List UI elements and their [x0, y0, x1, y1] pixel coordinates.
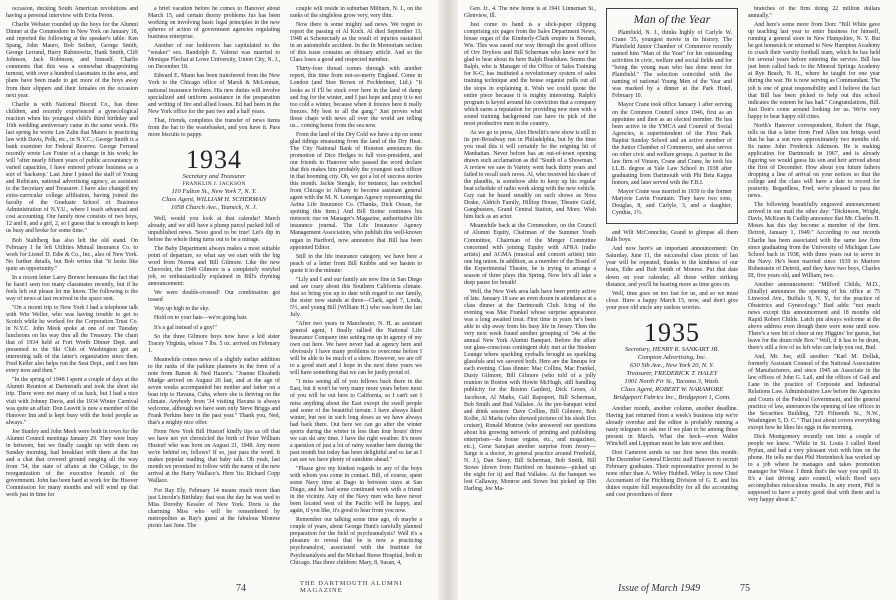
paragraph: occasion, ducking South American revolutions and having a personal interview with Evita Peron. [6, 6, 138, 20]
secretary-address: 110 Fulton St., New York 7, N. Y. [171, 187, 257, 195]
paragraph: From the land of the Dry Cold we have a tip on some glad tidings emanating from the land of the Dry Heat. The City National Bank of Houston announces the promotion of Dice Hedges to full vice-president, and our friends in Hanover who passed the word declare that this makes him probably the youngest such officer in that booming city. Oh, we got a lot of success stories this month. Jackie Stengle, for instance, has switched from Chicago to Albany to become assistant general agent with the M. N. Lonergan Agency representing the Aetna Life Insurance Co. (Thanks, Dick Ocean, for spotting this item.) And Bill Stoine continues his meteoric rise on Manager's Magazine, authoritative life insurance journal. The Life Insurance Agency Management Association, who publish this well-known organ in Hartford, now announce that Bill has been appointed Editor. [290, 131, 422, 251]
box-title: Man of the Year [633, 12, 711, 26]
paragraph: Mayor Crane was married in 1939 to the former Marjorie Lavin Fountain. They have two sons, Douglas, 8, and Carlyle, 3, and a daughter, Cynthia, 1½. [612, 189, 732, 217]
class-year-1935: 1935 [644, 317, 700, 347]
paragraph: "On a recent trip to New York I had a telephone talk with Win Weller, who was having trouble to get to Scotch while he worked for the Corporation Trust Co. in N.Y.C. John Meek spoke at one of our Tuesday luncheons on his way thru all the Treasury. The chain that of 1934 held at Fort Worth Dinner Dept. and presented to the Ski Club of Washington got an interesting talk of the latter's organization since then. Fred Keller also helps run the Seat Dept., and I see him every now and then." [6, 304, 138, 375]
paragraph: "Lily and I and our family are now fine in San Diego and are crazy about this Southern California climate. Just so bring you up to date with regard to our family, the sister now stands at three—Clark, aged 7, Linda, 5½, and young Bill (William H.) who was born the last July. [290, 276, 422, 318]
paragraph: That, friends, completes the transfer of news items from the hat to the wastebasket, and you have it. Pass more biscuits to pappy. [148, 117, 280, 138]
paragraph: a brief vacation before he comes to Hanover about March 15, and certain thorny problems Jus has been working on involving basic legal principles in the new spheres of action of government agencies regulating business enterprise. [148, 6, 280, 41]
class-agent-address: 1058 Church Ave., Teaneck, N. J. [170, 203, 258, 211]
paragraph: Still in the life insurance category, we have here a peach of a letter from Bill Knibbs and we hasten to quote it in the minute: [290, 253, 422, 274]
paragraph: "I miss seeing all of you fellows back there in the East, but it won't be very many more years before most of you will be out here to California, so I can't see I miss anything about the East except the swell people and some of the beautiful terrain. I have always liked winter, but not in such long doses as we have always had back there. Out here we can go after the winter sports during the winter in less than four hours' drive we can ski any time. I have the right weather. It's more a question of just a lot of rainy weather here during the past month but today has been delightful and so far as I can see we have plenty of sunshine ahead." [290, 379, 422, 463]
paragraph: Hold on to your hats—we're going bats [154, 315, 247, 322]
paragraph: Well, would you look at that calendar! March already, and we still have a plump parcel packed full of unpublished news. 'Sooo good to be true! Let's dip in before the whole thing turns out to be a mirage. [148, 215, 280, 243]
class-1934-header [148, 144, 280, 212]
paragraph: Charlie is with National Biscuit Co., has three children, and recently experienced a gynecological reaction when his youngest child's third birthday and 16th wedding anniversary came in the same week. His last spring he wrote Len Zahn that Mauro is practicing law with Davis, Polk, etc., in N.Y.C.; George Smith is a bank examiner for Federal Reserve. George Ferrand recently wrote Lee Foster of a change in his work; he will "after nearly fifteen years of public accountancy in varied capacities, I have entered private business as a sort of 'backstop.' Last June I joined the staff of Young and Rubicam, national advertising agency, as assistant to the Secretary and Treasurer. I have also changed my extra-curricular college affiliation, having joined the faculty of the Graduate School of Business Administration of N.Y.U., where I teach advanced and cost accounting. Our family now consists of two boys, 12 and 8, and a girl, 2, so I guess that is enough to keep us busy and broke for some time." [6, 101, 138, 235]
paragraph: "Please give my kindest regards to any of the boys with whom you come in contact. Bill, of course, spent some Navy time at Dago in between stays at San Diego, and he had some continued work with a friend in the vicinity. Any of the Navy men who have never been located west of the Pacific will be happy, and again, if you like, it's good to hear from you now. [290, 465, 422, 515]
paragraph: Charlie Webster rounded up the boys for the Alumni Dinner at the Commodore in New York on January 18, and reported the following at the speaker's table: Ken Spang, John Mauro, Bob Seibert, George Smith, George Lerrand, Harry Rubinowitz, Hank Smith, Cliff Johnson, Jack Robinson, and himself. Charlie comments that this was a somewhat disappointing turnout, with over a hundred classmates in the area, and plans have been made to get more of the boys away from their slippers and their females on the occasion next year. [6, 22, 138, 99]
paragraph: Gen. Jr., 4. The new home is at 1941 Linneman St., Glenview, Ill. [464, 6, 596, 20]
class-year-1934: 1934 [186, 144, 242, 174]
paragraph: Thirty-four thread comes through with another report, this time from not-so-merry England. Come in London (and Stoe Brown of Fechheimer, Ltd.): "It looks as if I'll be stuck over here in the land of damp and fog for the winter, and I just hope and pray it is not too cold a winter, because when it freezes here it really freezes. My best to all the gang." Just proves what those chaps with news all over the world are telling us... coming home from the sea now. [290, 66, 422, 129]
page-number-right: 75 [740, 583, 750, 594]
paragraph: North's Hanover correspondent, Robert the Huge, tells us that a letter from Fred Allen ton brings word that he has a son now approximately two months old. Its name John Frederick Atkinson. He is making application for Dartmouth in 1967, and is already figuring we would guess his son and heir arrived about the first of December. How about you future fathers dropping a line of arrival on your notices so that the college and the class will have a date to record for posterity. Regardless, Fred, we're pleased to pass the news. [748, 122, 880, 200]
page-right [458, 0, 896, 600]
right-column-1 [464, 6, 596, 574]
right-column-2 [606, 6, 738, 574]
left-column-3 [290, 6, 422, 574]
secretary-address-1935: 630 5th Ave., New York 20, N. Y. [630, 361, 714, 369]
right-column-3 [748, 6, 880, 574]
paragraph: branches of the firm doing 22 million dollars annually." [748, 6, 880, 20]
paragraph: The Baby Department always makes a most suitable point of departure, so what say we start with the big word from Norma and Bill Gilmore. Like the new Chevrolet, the 1949 Gilmore is a completely restyled job, so enthusiastically explained in Bill's rhyming announcement: [148, 246, 280, 288]
paragraph: Another month, another column, another deadline. Having just returned from a week's business trip we're already overdue and the editor is probably running a nasty telegram to ask me if we plan to be among those present in March. What the heck—even Walter Winchell and Lippman must be late now and then. [606, 405, 738, 447]
paragraph: Dick Montgomery recently ran into a couple of people we knew. "While in St. Louis I called Reed Prytan, and had a very pleasant visit with him on the phone. He tells me that Phil Hortenbeck has worked up to a job where he manages and takes promotion manager for Wiese. I think that's the way you spell it). It's a fast driving auto council, which Reed says accomplishes miraculous results. In any event, Phil is supposed to have a pretty good deal with them and is very happy about it." [748, 433, 880, 504]
paragraph: Meanwhile back at the Commodore, on the Council of Alumni Equity, Chairman of the Summer Youth Committee, Chairman of the Merger Committee concerned with joining Equity with AFRA (radio artists) and AGMA (musical and concert artists) into one big union. In addition, as a member of the Board of the Experimental Theatre, he is trying to arrange a season of three plays this Spring. Now let's all take a deep pause for breath! [464, 223, 596, 286]
class-agent-1935: Class Agent, ROBERT W. NARAMORE [620, 385, 724, 393]
paragraph: As we go to press, Alex Hewlitt's new show is still in its pre-Broadway run in Philadelphia, but by the time you read this it will certainly be the reigning hit of Manhattan. Never before has an out-of-town opening drawn such acclamation as did "South of a Showman." A review we saw in Variety went back thirty years and failed to recall such raves. Al, who received his share of the plaudits, is somehow able to keep up his regular beat schedule of radio work along with the new vehicle. Guy can be heard steadily on such shows as Nora Drake, Aldrich Family, Hilltop House, Theatre Guild, Gangbusters, Grand Central Station, and More. Wish him luck as an actor. [464, 129, 596, 221]
paragraph: For Ray Ely, February 14 means much more than just Lincoln's Birthday; that was the day he was wed to Miss Dorothy Kessler of New York. Doris is the charming Miss who will be remembered by metropolites as Ray's guest at the fabulous Monroe picnic last June. The [148, 487, 280, 529]
secretary-name: FRANKLIN J. JACKSON [182, 180, 246, 187]
magazine-name: THE DARTMOUTH ALUMNI MAGAZINE [300, 580, 403, 594]
paragraph: Well, time goes on too fast for us, and so we must close. Have a happy March 15, now, and don't give your poor old uncle any useless worries. [606, 290, 738, 311]
paragraph: Edward E. Mann has been transferred from the New York to the Chicago office of Marsh & McLennan, national insurance brokers. His new duties will involve specialized and uniform assistance in the preparation and writing of fire and allied losses. Ed had been in the New York office for the past two and a half years. [148, 73, 280, 115]
paragraph: So the three Gilmore boys now have a kid sister Tracey Virginia, whose 7 lbs. 5 oz. arrived on February 1. [148, 333, 280, 354]
paragraph: Remember our talking some time ago, oh maybe a couple of years, about George Hunt's carefully planned preparation for the field of psychoanalysis? Well it's a pleasure to reveal that he is now a practicing psychoanalyst, associated with the Institute for Psychoanalysis and the Michael Reese Hospital, both in Chicago. Has three children: Mary, 8, Susan, 4, [290, 517, 422, 566]
secretary-company-1935: Compton Advertising, Inc. [637, 353, 707, 361]
secretary-role: Secretary and Treasurer [182, 172, 246, 180]
paragraph: Don Cameron sends us our first news this month: The December General Electric staff Hanover to recruit February graduates. Their representative proved to be none other than A. Wiley Hubbell. Wiley is now Chief Accountant of the Fitchburg Division of G. E. and his duties require full responsibility for all the accounting and cost procedures of three [606, 450, 738, 499]
class-agent-address-1935: Bridgeport Fabrics Inc., Bridgeport 1, Conn. [613, 393, 731, 401]
class-1935-header [606, 317, 738, 402]
page-left [0, 0, 438, 600]
paragraph: Plainfield, N. J., thinks highly of Carlyle W. Crane '35, youngest movie in its history. The Plainfield Junior Chamber of Commerce recently named him "Man of the Year" for his outstanding activities in civic, welfare and social fields and for "being the young man who has done most for Plainfield." The selection coincided with the naming of national Young Men of the Year and was marked by a dinner at the Park Hotel, February 10. [612, 30, 732, 100]
left-column-2 [148, 6, 280, 574]
paragraph: Another of our holdovers has capitulated to the "weaker" sex. Randolph E. Valensi was married to Monique Flechat at Lowe University, Union City, N. J., on December 18. [148, 43, 280, 71]
class-agent: Class Agent, WILLIAM H. SCHERMAN [161, 195, 267, 203]
paragraph: Way up high in the sky. [154, 306, 210, 313]
treasurer-address-1935: 1001 North Fir St., Tacoma 3, Wash. [624, 377, 720, 385]
page-gutter [438, 0, 458, 600]
paragraph: It's a gal instead of a guy!" [154, 324, 218, 331]
paragraph: And, Mr. Joe, still another: "Karl M. Dollak, formerly Assistant Counsel of the National Association of Manufacturers, and since 1945 an Associate in the law offices of John G. Lail, and the offices of Gail and Lane in the practice of Corporate and Industrial Relations Law. Administrative Law before the Agencies and Courts of the Federal Government, and the general practice of law, announces the opening of law offices in the Securities Building, 729 Fifteenth St., N.W., Washington 5, D. C." That just about covers everything except how he likes his eggs in the morning. [748, 354, 880, 431]
paragraph: In a recent letter Larry Brewer bemoans the fact that he hasn't seen too many classmates recently, but if he feels left out please let me know. The following is the way of news at last received in the space sent. [6, 274, 138, 302]
issue-date: Issue of March 1949 [618, 583, 701, 594]
paragraph: Bob Stahlberg has also left the old stand. On February 1 he left Utilities Mutual Insurance Co. to work for Lionel D. Edie & Co., Inc., also of New York. No further details, but Bob writes that "it looks like quite an opportunity." [6, 237, 138, 272]
paragraph: and Wilt McConnchie, Grand to glimpse all them bulls boys. [606, 230, 738, 244]
treasurer-1935: Treasurer, FREDERICK T. HALEY [626, 369, 718, 377]
paragraph: And here's some more from Don: "Bill White gave up teaching last year to enter business for himself, running a general store in New Hampshire, N. Y. But he got homesick or returned to New Hampton Academy to coach their varsity football team, which he has held for several years before entering the service. Bill has just been called back to the Mineral Springs Academy at Rye Beach, N. H., where he taught for one year during the war. He is now serving as Commandant. The job is one of great responsibility and I believe the fact that Bill has been picked to help out this school indicates the esteem he has had." Congratulations, Bill. Just Don's come around looking for us. We're very happy to hear happy old cities. [748, 22, 880, 120]
man-of-the-year-box [606, 8, 738, 224]
paragraph: From New York Bill Hustorf kindly tips us off that we have not yet chronicled the birth of Peter William Hustorf who was born on August 21, 1948. Any more we're behind on, fellows? If so, just pass the word. It makes popular reading, that baby talk. Oh yeah, last month we promised to follow with the name of the new arrival at the Harry Wallace's. Here 'tis: Richard Copp Wallace. [148, 429, 280, 485]
page-number-left: 74 [236, 583, 246, 594]
paragraph: "After two years in Manchester, N. H. as assistant general agent, I finally rallied the National Life Insurance Company into setting me up in agency of my own out here. We have never had at agency here and obviously I have many problems to overcome before I will be able to be much of a show. However, we are off to a good start and I hope in the next three years we will have something that we can be justly proud of. [290, 321, 422, 377]
left-column-1 [6, 6, 138, 574]
paragraph: Joe Stanley and John Meek were both in town for the Alumni Council meetings January 29. They were busy in between, but we finally caught up with them on Sunday morning, had breakfast with them at the Inn and a chat that covered ground ranging all the way from '34, the state of affairs at the College, to the reorganization of the executive branch of the government. John has been hard at work for the Hoover Commission for many months and will wind up that work just in time for [6, 428, 138, 499]
paragraph: couple will reside in suburban Milburn, N. J., on the ranks of the singleless grow very, very thin. [290, 6, 422, 20]
paragraph: The following beautifully engraved announcement arrived in our mail the other day: "Dickinson, Wright, Davis, McKean & Cudlip announce that Mr. Charles H. Moses has this day become a member of the firm. Detroit, January 1, 1949." According to our records Charlie has been associated with the same law firm since graduating from the University of Michigan Law School back in 1938, with three years out to serve in the Navy. He's been married since 1939 to Mariore Rubenstein of Detroit, and they have two boys, Charles III, five years old, and William, two. [748, 202, 880, 279]
paragraph: Just come to hand is a slick-paper clipping comprising six pages from the Sales Department News, house organ of the Kimberly-Clark empire in Neenah, Wis. This was eased our way through the good offices of Orv Dryfoos and Bill Scherman who knew we'd be glad to hear about its hero Ralph Bradshaw. Seems that Ralph, who is Manager of the Office of Sales Training for K-C, has instituted a revolutionary system of sales training technique and the house organist pulls out all the stops in explaining it. Wish we could quote the entire piece because it is mighty interesting. Ralph's program is keyed around his conviction that a company which earns a reputation for providing new men with a sound training background can have its pick of the most productive men in the country. [464, 22, 596, 127]
secretary-role-1935: Secretary, HENRY R. SANKART JR. [624, 345, 720, 353]
paragraph: Another announcement: "Milford Childs, M.D., (finally) announces the opening of his office at 75 Linwood Ave., Buffalo 9, N. Y., for the practice of Obstetrics and Gynecology." Bud adds: "not much news except this announcement and 18 months old Rapid Robert Childs. Latch pin always welcome at the above address even though there were none until now. There's a wee bit of cheer at my Higgins' for guests, but leave for the drum ride Box." Well, if it has to be drum, there's still a few of us left who can help you out, Bud. [748, 281, 880, 352]
paragraph: And now here's an important announcement: On Saturday, June 11, the successful class picnic of last year will be repeated, thanks to the kindness of our hosts, Edie and Bob Smith of Monroe. Put that date down on your calendar, all those within striking distance, and you'll be hearing more as time goes on. [606, 246, 738, 288]
paragraph: Well, the New York area lads have been pretty active of late. January 18 saw an even dozen in attendance at a class dinner at the Dartmouth Club. Icing of the evening was Mac Frankel whose surprise appearance was a long awaited treat. First time in years he's been able to slip away from his busy life in Jersey. Then the very next week found another grouping of '34s at the annual New York Alumni Banquet. Before the affair our glass-conscious contingent duly met at the Steuben Lounge where sparkling eyeballs brought us sparkling glassfuls and we savored both. Here are the lineups for each evening. Class dinner: Mac Collins, Mac Frankel, Dusty Gilmore, Bill Gilmore (who told of a jolly reunion in Boston with Howie McHugh, still handling publicity for the Boston Garden), Dick Green, Al Jacobson, Al Marks, Gail Rapoport, Bill Scherman, Bob Smith and Bud Vallalee. At the pre-banquet wind and drink session: Dave Collins, Bill Gilmore, Bob Kolbe, Al Marks (who showed pictures of his sleek Ilxx cruiser), Ronald Monroe (who answered our questions about his growing network of printing and publishing enterprises—da house organs, etc., and magazines, etc.), Gene Sarajian another surprise from Jersey—Sarge is a doctor, in general practice around Freehold, N. J.), Dan Seesy, Bill Scherman, Bob Smith, Bill Stowe (down from Hartford on business—picked up the eight for it) and Bud Vallalee. At the banquet we lost Callaway, Monroe and Stowe but picked up Din Darling, Joe Ma- [464, 288, 596, 493]
paragraph: Now there is some mighty sad news. We regret to report the passing of Al Koch. Al died September 13, 1948 at Schenectady as the result of injuries sustained in an automobile accident. In the In Memoriam section of this issue contains an obituary article. And so the Class loses a good and respected member. [290, 22, 422, 64]
paragraph: Mayor Crane took office January 1 after serving on the Common Council since 1946, first as an appointee and then as an elected member. He has been active in the YMCA and Council of Social Agencies, is superintendent of the First Park Baptist Sunday School and an active member of the Junior Chamber of Commerce, and also serves on other civic and welfare groups. A partner in the law firm of Vinson, Crane and Crane, he took his LL.B. degree at Yale Law School in 1938 after graduating from Dartmouth with Phi Beta Kappa honors, and later served with the F.B.I. [612, 102, 732, 186]
paragraph: We were double-crossed! Our combination got tossed [148, 290, 280, 304]
paragraph: Meanwhile comes news of a slightly earlier addition to the ranks of the pablum planners in the form of a note from Banon & Ned Hazen's. "Joanne Elizabeth Mudge arrived on August 26 last, and at the age of seven weeks accompanied her mother and father on a boat trip to Havana, Cuba, where she is thriving on the climate. Anybody from '34 visiting Havana is always welcome, although we have seen only Steve Briggs and Frank Perkins here in the past year." Thank you, Ned, that's a mighty nice offer. [148, 356, 280, 427]
paragraph: "In the spring of 1948 I spent a couple of days at the Alumni Reunion at Dartmouth and took the short ski trip. There were not many of us back, but I had a nice visit with Johnny Davis, and the 1934 Winter Carnival was quite an affair. Don Leavitt is now a member of the Hanover Inn and is kept busy with the hotel people as always." [6, 377, 138, 426]
